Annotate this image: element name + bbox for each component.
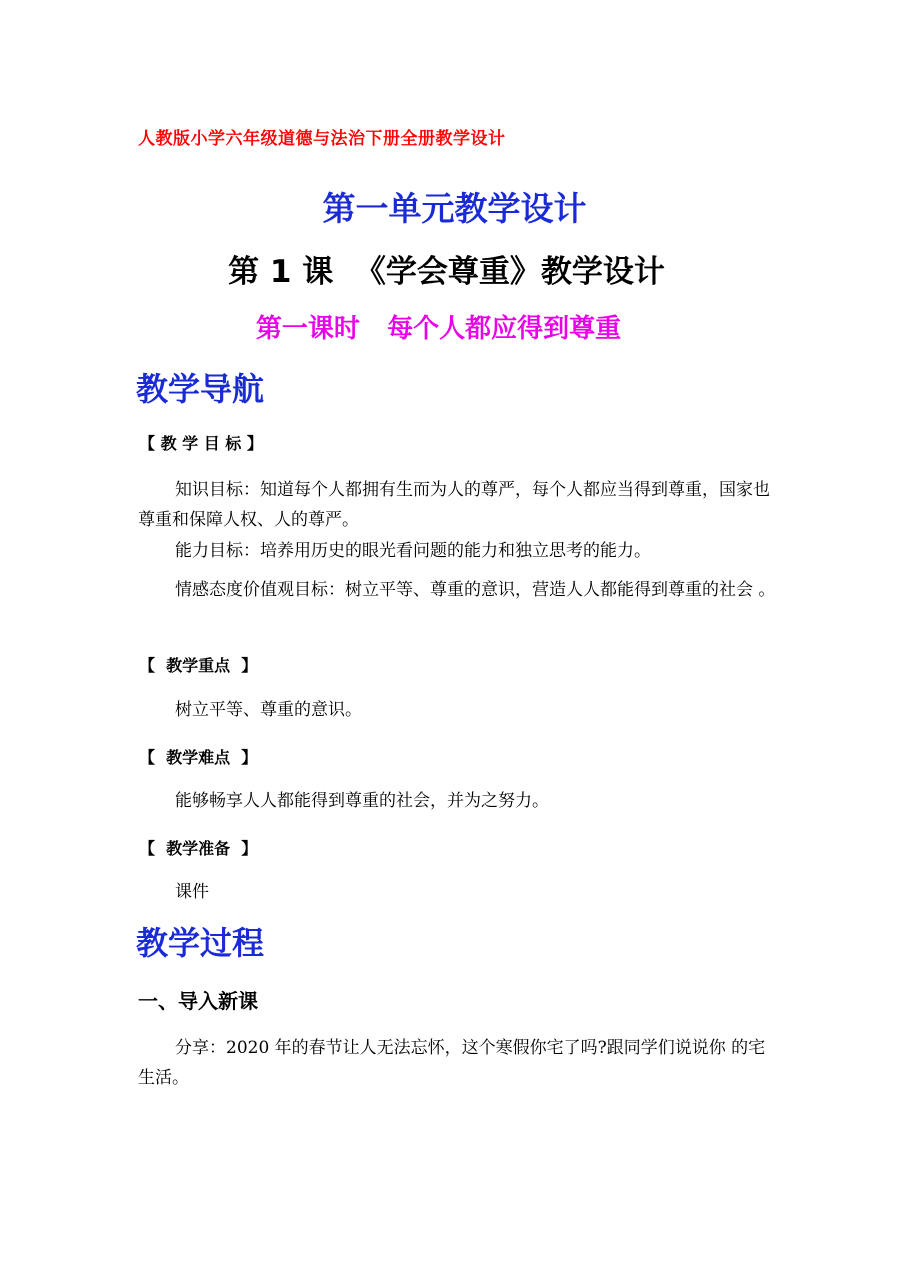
key-points-label: 【 教学重点 】 <box>139 656 258 675</box>
difficulties-text: 能够畅享人人都能得到尊重的社会，并为之努力。 <box>175 791 549 811</box>
ability-goal: 能力目标：培养用历史的眼光看问题的能力和独立思考的能力。 <box>175 541 651 561</box>
goals-label: 【 教 学 目 标 】 <box>139 434 263 453</box>
key-points-text: 树立平等、尊重的意识。 <box>175 700 362 720</box>
lesson-title: 第 1 课 《学会尊重》教学设计 <box>228 254 665 290</box>
teaching-nav-heading: 教学导航 <box>136 370 265 408</box>
series-title: 人教版小学六年级道德与法治下册全册教学设计 <box>138 129 506 149</box>
preparation-text: 课件 <box>175 882 209 902</box>
section-intro-text: 分享：2020 年的春节让人无法忘怀，这个寒假你宅了吗?跟同学们说说你 的宅生活。 <box>138 1038 766 1088</box>
preparation-label: 【 教学准备 】 <box>139 839 258 858</box>
knowledge-goal: 知识目标：知道每个人都拥有生而为人的尊严，每个人都应当得到尊重，国家也尊重和保障人权、人的尊严。 <box>138 480 770 530</box>
period-title: 第一课时 每个人都应得到尊重 <box>255 314 622 344</box>
teaching-process-heading: 教学过程 <box>136 924 265 962</box>
difficulties-label: 【 教学难点 】 <box>139 748 258 767</box>
emotion-goal: 情感态度价值观目标：树立平等、尊重的意识，营造人人都能得到尊重的社会 。 <box>175 580 776 600</box>
unit-title: 第一单元教学设计 <box>322 189 587 228</box>
section-intro-title: 一、导入新课 <box>138 989 258 1013</box>
